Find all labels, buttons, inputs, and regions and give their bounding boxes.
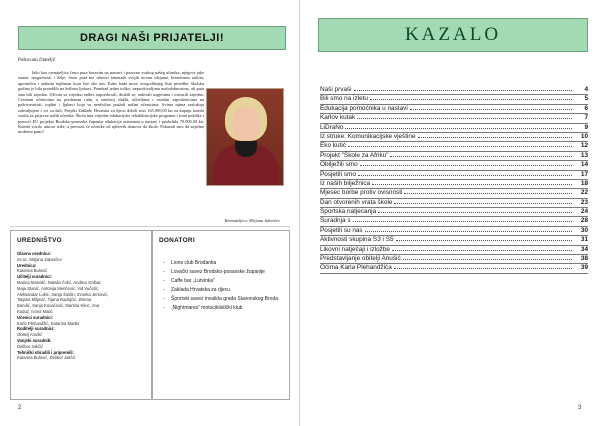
toc-leader-dots: [345, 128, 572, 129]
toc-page-number: 12: [580, 142, 588, 150]
toc-leader-dots: [365, 231, 572, 232]
toc-title: Sportska natjecanja: [320, 208, 377, 216]
toc-leader-dots: [354, 90, 572, 91]
staff-name: Katarina Bulović: [17, 268, 48, 274]
toc-title: Naši prvaši: [320, 86, 352, 93]
divider: [10, 226, 290, 227]
urednistvo-box: [10, 230, 152, 400]
toc-title: Bili smo na izletu: [320, 95, 368, 103]
toc-leader-dots: [390, 156, 572, 157]
donor-item: - Caffe bar „Lutvinka”: [163, 277, 287, 286]
toc-leader-dots: [357, 118, 572, 119]
toc-leader-dots: [404, 193, 572, 194]
toc-leader-dots: [372, 184, 572, 185]
toc-title: Suradnja s: [320, 217, 351, 225]
toc-leader-dots: [378, 212, 572, 213]
donor-item: - „Nightmares” motociklistički klub: [163, 304, 287, 313]
signature: Ravnateljica: Mirjana Jakovčev: [224, 218, 280, 223]
toc-page-number: 38: [580, 255, 588, 263]
staff-name: Kuduz, Ivona Matić: [17, 308, 53, 314]
staff-role: Tehnički obradili i pripremili:: [17, 349, 74, 355]
toc-page-number: 18: [580, 179, 588, 187]
toc-leader-dots: [353, 221, 572, 222]
staff-name: Maja Stanić, Antonija Meričević, Vid Vučetić,: [17, 285, 100, 291]
toc-title: LiDraNo: [320, 123, 344, 131]
toc-entry[interactable]: [320, 255, 588, 264]
toc-entry[interactable]: [320, 152, 588, 161]
toc-page-number: 7: [584, 114, 588, 122]
toc-entry[interactable]: [320, 105, 588, 114]
staff-name: Bandić, Sanja Kovačević, Martina Klinc, Ana: [17, 303, 100, 309]
toc-page-number: 23: [580, 198, 588, 206]
staff-name: Tatjana Miljević, Tijana Radojčić, Zelena: [17, 297, 92, 303]
staff-name: Delibor Jakčić: [17, 343, 44, 349]
toc-title: Karlov kutak: [320, 114, 356, 122]
toc-leader-dots: [410, 109, 572, 110]
toc-entry[interactable]: [320, 208, 588, 217]
toc-title: Iz naših bilježnica: [320, 179, 371, 187]
toc-title: Posjetili smo: [320, 170, 356, 178]
donor-item: - Zaklada Hrvatska za djecu: [163, 286, 287, 295]
toc-entry[interactable]: [320, 227, 588, 236]
toc-leader-dots: [396, 240, 572, 241]
toc-page-number: 31: [580, 236, 588, 244]
staff-name: Aleksandar Lukić, Sanja Šoldin, Zvonka Jerković,: [17, 291, 109, 297]
staff-role: Urednica:: [17, 262, 37, 268]
photo-face: [232, 107, 260, 141]
toc-page-number: 22: [580, 189, 588, 197]
toc-leader-dots: [394, 268, 572, 269]
toc-title: Dan otvorenih vrata škole: [320, 198, 393, 206]
page-number-left: 2: [18, 405, 22, 411]
toc-entry[interactable]: [320, 217, 588, 226]
donatori-title: DONATORI: [159, 237, 195, 244]
toc-entry[interactable]: [320, 180, 588, 189]
toc-page-number: 4: [584, 86, 588, 93]
toc-page-number: 30: [580, 226, 588, 234]
toc-page-number: 24: [580, 208, 588, 216]
toc-leader-dots: [370, 99, 572, 100]
donor-item: - Lovački savez Brodsko-posavske županije: [163, 268, 287, 277]
staff-role: Roditelji suradnici:: [17, 326, 55, 332]
toc-page-number: 14: [580, 161, 588, 169]
toc-leader-dots: [403, 259, 572, 260]
staff-name: Marina Manolić, Natalia Čolić, Andrea Golbar,: [17, 279, 102, 285]
toc-page-number: 5: [584, 95, 588, 103]
toc-leader-dots: [358, 175, 572, 176]
donatori-box: [152, 230, 290, 400]
donor-item: - Lions club Brođanka: [163, 259, 287, 268]
toc-title: Edukacija pomoćnika u nastavi: [320, 104, 408, 112]
toc-title: Eko kutić: [320, 142, 346, 150]
toc-entry[interactable]: [320, 246, 588, 255]
table-of-contents: [320, 86, 588, 274]
greeting: Poštovani čitatelji!: [18, 58, 56, 63]
staff-name: Katarina Bulović, Delibor Jakčić: [17, 355, 76, 361]
toc-entry[interactable]: [320, 95, 588, 104]
toc-title: Aktivnosti skupina S3 i S5: [320, 236, 394, 244]
staff-role: Učitelji suradnici:: [17, 274, 52, 280]
toc-page-number: 13: [580, 151, 588, 159]
kazalo-banner: KAZALO: [318, 18, 588, 52]
principal-photo: [206, 88, 284, 186]
toc-entry[interactable]: [320, 236, 588, 245]
staff-list: [17, 251, 151, 361]
toc-title: Iz struke: Komunikacijske vještine: [320, 132, 416, 140]
page-number-right: 3: [578, 405, 582, 411]
toc-leader-dots: [392, 250, 572, 251]
staff-role: Učenici suradnici:: [17, 314, 54, 320]
toc-page-number: 17: [580, 170, 588, 178]
toc-entry[interactable]: [320, 114, 588, 123]
toc-entry[interactable]: [320, 189, 588, 198]
toc-page-number: 39: [580, 264, 588, 272]
toc-page-number: 6: [584, 104, 588, 112]
staff-name: Obitelj Anušić: [17, 332, 43, 338]
toc-page-number: 34: [580, 245, 588, 253]
toc-leader-dots: [360, 165, 572, 166]
toc-entry[interactable]: [320, 171, 588, 180]
toc-entry[interactable]: [320, 199, 588, 208]
toc-leader-dots: [348, 146, 572, 147]
toc-title: Likovni natječaji i izložbe: [320, 245, 390, 253]
toc-entry[interactable]: [320, 86, 588, 95]
donor-list: [163, 259, 287, 313]
toc-page-number: 9: [584, 123, 588, 131]
toc-entry[interactable]: [320, 133, 588, 142]
toc-title: Mjesec borbe protiv ovisnosti: [320, 189, 403, 197]
toc-entry[interactable]: [320, 161, 588, 170]
toc-title: Obilježili smo: [320, 161, 358, 169]
toc-entry[interactable]: [320, 124, 588, 133]
letter-text: Iako kao ravnateljica često puta boravim na nastavi i pozorno svakog našeg učenika, njegove jake strane, mogućnosti i želje, često puta me učenici iznenade svojih novim idejama, kreativnim radom, upornošću i radnom toplinom koju šire oko nas. Kako kada moto ovogodišnjeg lista priredbe, školska godina je bila proteklih na krilima ljubavi. Ponekad jedna toliko, neprodovoljima malodobnosima, ali puta smo bili zajedno. Uživati sa vrijedno rađeti, napredovali, družili se, radovali uspjesima i ostvarili zajedno. Cestitam učenicima na predanom radu, a stručnoj službi, učiteljima i ostalim zaposlenicima na požrtvovnosti, toplini i ljubavi koju su nesebično pružali našim učenicima. Svima njima zaslužuju zahvaljujem i svi su dali. Projekt Zaklade Hrvatska za djecu dobili smo 165.000,00 kn za kupnju kombi vozila za prijevoz naših učenika. Škola ima vrijedne edukacijsko rehabilitacijske programe i fond podrške i pomoći EU projekta Brodsko-posavske županije edukacija asistenata u nastavi i priskrbila 70.000,00 kn. Kombi vozilo uskoro stiže, a prevozit će učenike od njihovih domova do škole. Pokazali smo da zajedno možemo puno!: [18, 70, 204, 135]
toc-entry[interactable]: [320, 264, 588, 273]
toc-page-number: 28: [580, 217, 588, 225]
urednistvo-title: UREDNIŠTVO: [17, 237, 62, 244]
toc-leader-dots: [394, 203, 572, 204]
toc-leader-dots: [418, 137, 572, 138]
staff-role: Vanjski suradnik:: [17, 337, 52, 343]
toc-entry[interactable]: [320, 142, 588, 151]
staff-name: Karlo Plehandžić, Katarina Mađer: [17, 320, 80, 326]
toc-title: Predstavljanje obitelji Anušić: [320, 255, 401, 263]
staff-name: mr.sc. Mirjana Jakovčev: [17, 256, 62, 262]
toc-title: Projekt "Škole za Afriku": [320, 151, 389, 159]
letter-banner: DRAGI NAŠI PRIJATELJI!: [18, 26, 286, 50]
donor-item: - Športski savez invalida grada Slavonskog Broda: [163, 295, 287, 304]
toc-title: Posjetili su nas: [320, 226, 363, 234]
toc-title: Očima Karla Plehandžića: [320, 264, 392, 272]
staff-role: Glavna urednica:: [17, 251, 51, 256]
toc-page-number: 10: [580, 132, 588, 140]
